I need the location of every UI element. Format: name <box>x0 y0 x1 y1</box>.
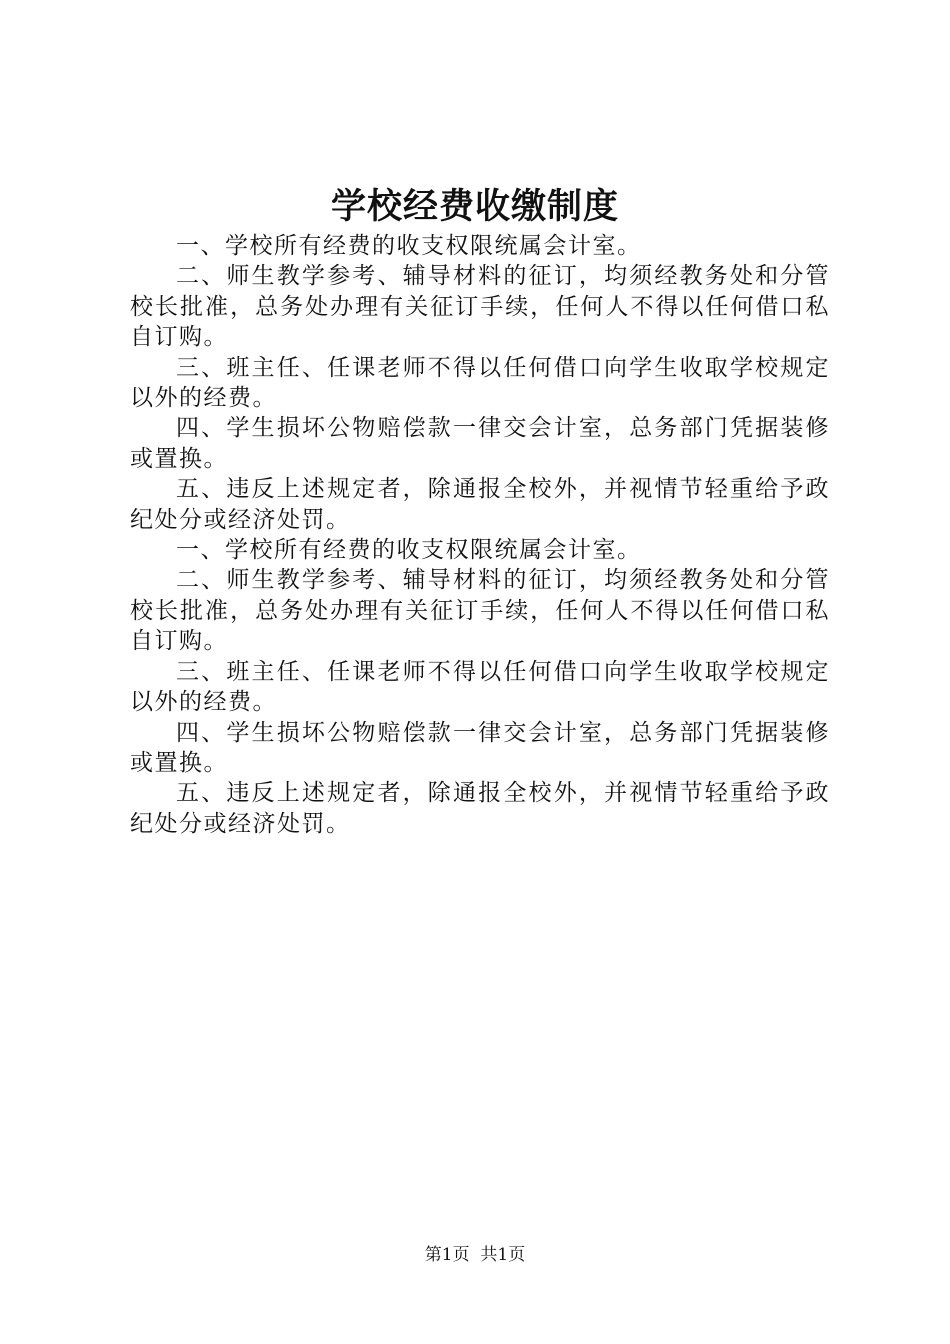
paragraph-7: 二、师生教学参考、辅导材料的征订，均须经教务处和分管校长批准，总务处办理有关征订手续，任何人不得以任何借口私自订购。 <box>130 567 830 655</box>
paragraph-8: 三、班主任、任课老师不得以任何借口向学生收取学校规定以外的经费。 <box>130 658 830 716</box>
paragraph-9: 四、学生损坏公物赔偿款一律交会计室，总务部门凭据装修或置换。 <box>130 719 830 776</box>
page-number: 第1页 <box>424 1245 470 1265</box>
paragraph-4: 四、学生损坏公物赔偿款一律交会计室，总务部门凭据装修或置换。 <box>130 415 830 472</box>
page-footer <box>0 1243 950 1267</box>
paragraph-5: 五、违反上述规定者，除通报全校外，并视情节轻重给予政纪处分或经济处罚。 <box>130 476 830 533</box>
paragraph-10: 五、违反上述规定者，除通报全校外，并视情节轻重给予政纪处分或经济处罚。 <box>130 780 830 837</box>
paragraph-3: 三、班主任、任课老师不得以任何借口向学生收取学校规定以外的经费。 <box>130 354 830 412</box>
paragraph-1: 一、学校所有经费的收支权限统属会计室。 <box>176 233 642 259</box>
paragraph-6: 一、学校所有经费的收支权限统属会计室。 <box>176 537 642 564</box>
document-body <box>130 231 830 839</box>
page-total: 共1页 <box>480 1245 526 1265</box>
document-title: 学校经费收缴制度 <box>330 186 619 227</box>
paragraph-2: 二、师生教学参考、辅导材料的征订，均须经教务处和分管校长批准，总务处办理有关征订手续，任何人不得以任何借口私自订购。 <box>130 263 830 351</box>
